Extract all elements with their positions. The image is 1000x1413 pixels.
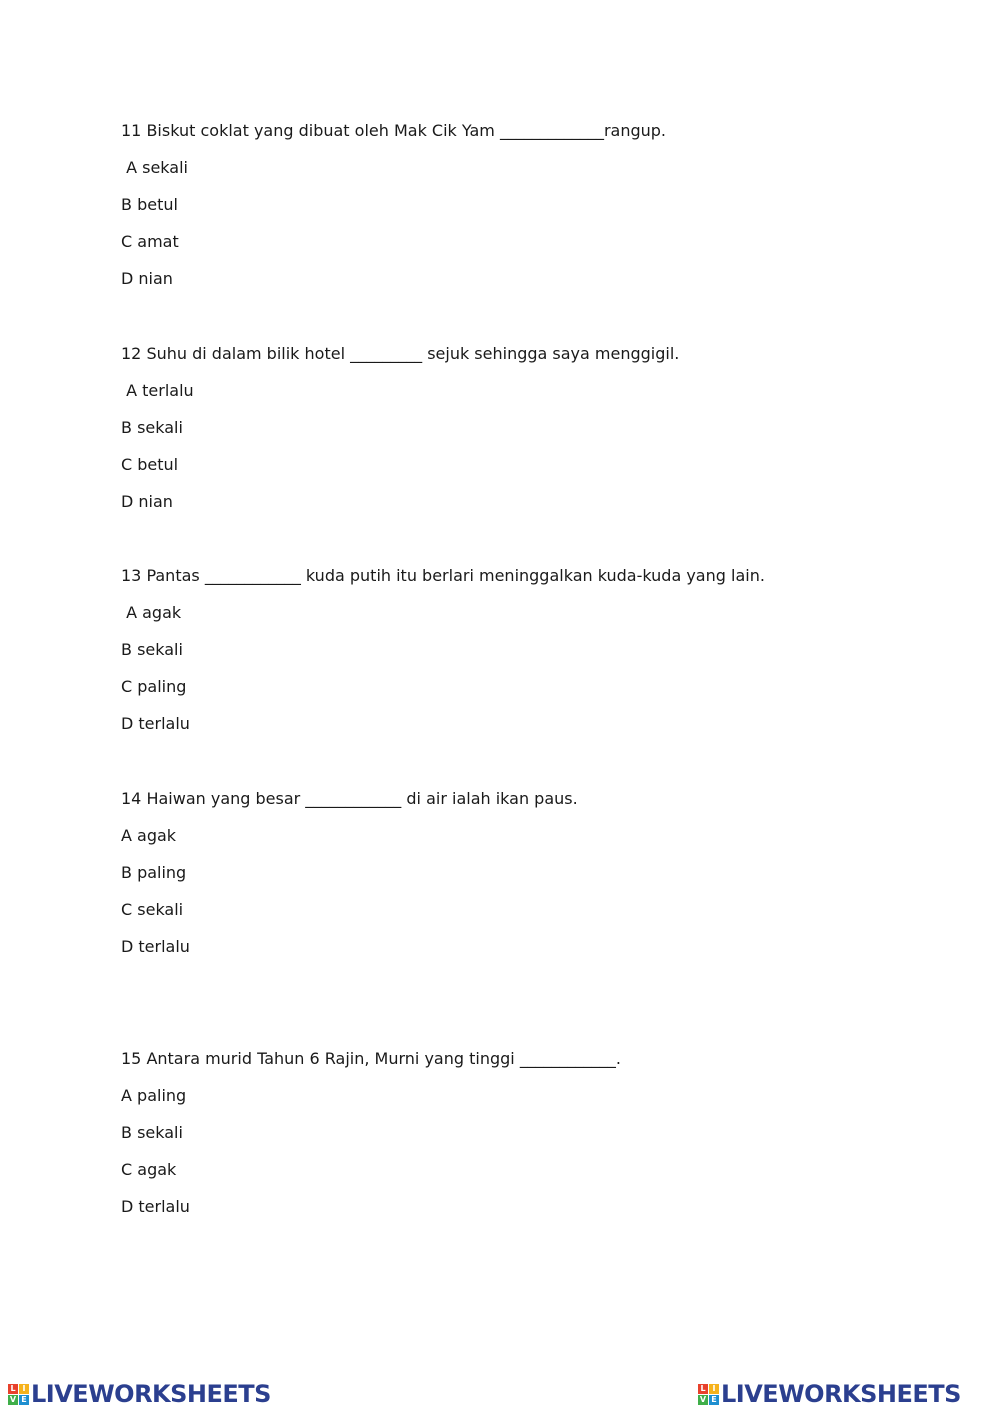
question-12-option-a: A terlalu [121,381,194,400]
question-13-option-c: C paling [121,677,187,696]
question-14-option-d: D terlalu [121,937,190,956]
question-12-option-b: B sekali [121,418,183,437]
question-14-option-c: C sekali [121,900,184,919]
liveworksheets-logo-text: LIVEWORKSHEETS [31,1380,271,1408]
question-14-prompt: 14 Haiwan yang besar ____________ di air ialah ikan paus. [121,789,578,808]
question-13-option-a: A agak [121,603,182,622]
logo-mark-letter: E [19,1395,29,1405]
liveworksheets-logo-left [8,1380,271,1408]
question-12-option-c: C betul [121,455,179,474]
logo-mark-letter: L [8,1384,18,1394]
logo-mark-letter: L [698,1384,708,1394]
liveworksheets-logo-text: LIVEWORKSHEETS [721,1380,961,1408]
logo-mark-letter: I [19,1384,29,1394]
question-11-prompt: 11 Biskut coklat yang dibuat oleh Mak Cik Yam _____________rangup. [121,121,666,140]
question-14-option-b: B paling [121,863,187,882]
liveworksheets-logo-right [698,1380,961,1408]
question-11-option-a: A sekali [121,158,188,177]
question-13-option-b: B sekali [121,640,183,659]
question-11-option-c: C amat [121,232,179,251]
logo-mark-letter: E [709,1395,719,1405]
question-15-option-d: D terlalu [121,1197,190,1216]
logo-mark-letter: V [9,1394,17,1404]
question-15-option-b: B sekali [121,1123,183,1142]
liveworksheets-logo-icon [8,1384,29,1405]
question-12-option-d: D nian [121,492,173,511]
liveworksheets-logo-icon [698,1384,719,1405]
question-13-option-d: D terlalu [121,714,190,733]
question-11-option-d: D nian [121,269,173,288]
question-14-option-a: A agak [121,826,177,845]
question-15-prompt: 15 Antara murid Tahun 6 Rajin, Murni yang tinggi ____________. [121,1049,621,1068]
logo-mark-letter: V [699,1394,707,1404]
question-11-option-b: B betul [121,195,178,214]
question-12-prompt: 12 Suhu di dalam bilik hotel _________ sejuk sehingga saya menggigil. [121,344,680,363]
question-15-option-a: A paling [121,1086,187,1105]
question-13-prompt: 13 Pantas ____________ kuda putih itu berlari meninggalkan kuda-kuda yang lain. [121,566,765,585]
logo-mark-letter: I [709,1384,719,1394]
question-15-option-c: C agak [121,1160,177,1179]
